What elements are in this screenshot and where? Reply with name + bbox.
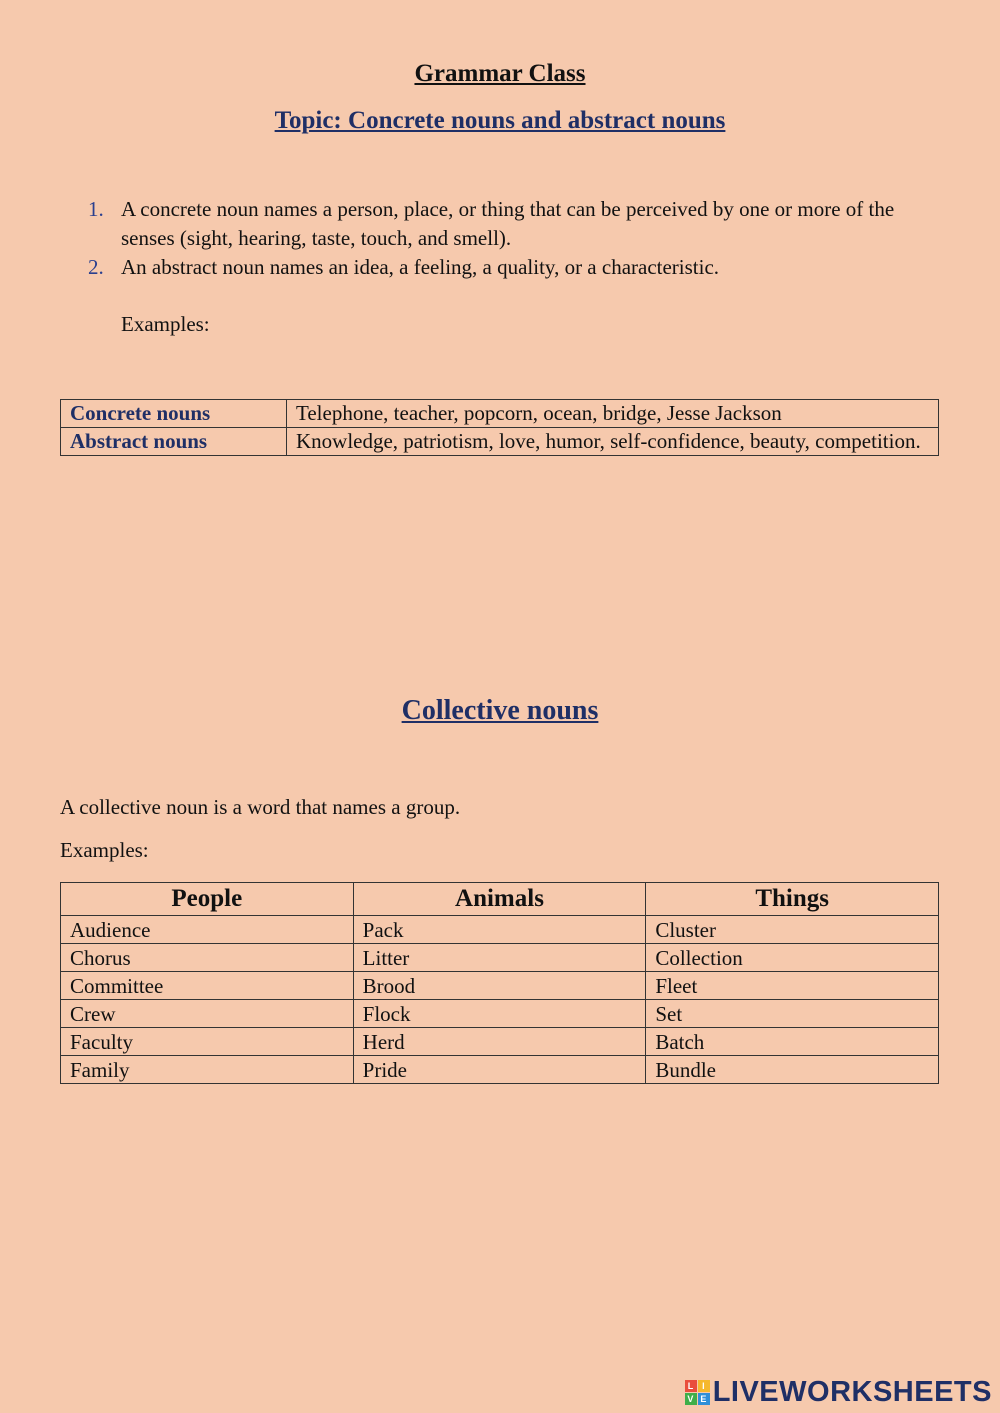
definition-text: An abstract noun names an idea, a feeling, a quality, or a characteristic.	[121, 255, 720, 279]
table-row	[61, 1000, 939, 1028]
column-header: People	[61, 883, 354, 916]
list-number: 2.	[88, 255, 104, 279]
logo-mark-icon	[685, 1380, 710, 1405]
logo-mark-tile: L	[685, 1380, 697, 1392]
table-row	[61, 400, 939, 428]
table-row	[61, 1056, 939, 1084]
logo-mark-tile: V	[685, 1393, 697, 1405]
row-value: Telephone, teacher, popcorn, ocean, bridge, Jesse Jackson	[287, 400, 939, 428]
table-cell: Set	[646, 1000, 939, 1028]
logo-mark-tile: E	[698, 1393, 710, 1405]
table-cell: Faculty	[61, 1028, 354, 1056]
definitions-list	[88, 195, 940, 282]
table-row	[61, 1028, 939, 1056]
table-cell: Bundle	[646, 1056, 939, 1084]
examples-label: Examples:	[60, 838, 149, 862]
table-cell: Chorus	[61, 944, 354, 972]
table-header-row	[61, 883, 939, 916]
list-item	[88, 195, 940, 253]
table-row	[61, 944, 939, 972]
logo-text: LIVEWORKSHEETS	[712, 1375, 992, 1408]
collective-nouns-heading: Collective nouns	[401, 695, 599, 726]
row-label: Abstract nouns	[61, 428, 287, 456]
noun-types-table	[60, 399, 939, 456]
column-header: Things	[646, 883, 939, 916]
column-header: Animals	[353, 883, 646, 916]
definition-text: A concrete noun names a person, place, or thing that can be perceived by one or more of the senses (sight, hearing, taste, touch, and smell).	[121, 197, 895, 250]
list-item	[88, 253, 940, 282]
table-row	[61, 916, 939, 944]
table-cell: Flock	[353, 1000, 646, 1028]
table-cell: Litter	[353, 944, 646, 972]
table-cell: Brood	[353, 972, 646, 1000]
table-cell: Crew	[61, 1000, 354, 1028]
table-cell: Herd	[353, 1028, 646, 1056]
table-cell: Collection	[646, 944, 939, 972]
table-cell: Committee	[61, 972, 354, 1000]
table-cell: Pride	[353, 1056, 646, 1084]
table-cell: Audience	[61, 916, 354, 944]
collective-definition: A collective noun is a word that names a group.	[60, 795, 461, 819]
table-cell: Pack	[353, 916, 646, 944]
table-row	[61, 972, 939, 1000]
table-cell: Batch	[646, 1028, 939, 1056]
table-cell: Fleet	[646, 972, 939, 1000]
row-label: Concrete nouns	[61, 400, 287, 428]
page-title: Grammar Class	[414, 60, 586, 87]
row-value: Knowledge, patriotism, love, humor, self-confidence, beauty, competition.	[287, 428, 939, 456]
collective-nouns-table	[60, 882, 939, 1084]
table-cell: Family	[61, 1056, 354, 1084]
topic-heading: Topic: Concrete nouns and abstract nouns	[274, 107, 726, 134]
table-row	[61, 428, 939, 456]
liveworksheets-logo[interactable]	[685, 1375, 992, 1409]
table-cell: Cluster	[646, 916, 939, 944]
logo-mark-tile: I	[698, 1380, 710, 1392]
list-number: 1.	[88, 197, 104, 221]
examples-label: Examples:	[121, 312, 210, 336]
